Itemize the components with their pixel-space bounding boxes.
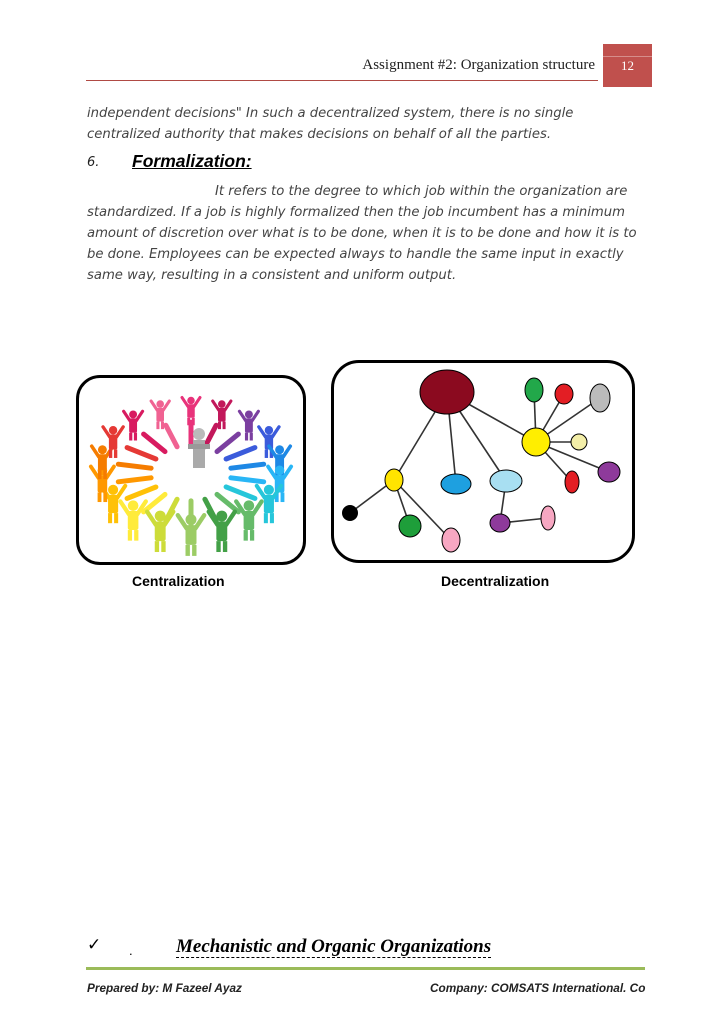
header-title: Assignment #2: Organization structure (362, 57, 595, 73)
section-title: Formalization: (132, 151, 252, 171)
person-figure-icon (103, 426, 123, 458)
person-figure-icon (236, 500, 261, 540)
header-rule (86, 80, 598, 81)
page-number-badge (601, 44, 652, 87)
page-number: 12 (621, 57, 634, 73)
section-number: 6. (87, 155, 100, 170)
arrow-icon (118, 464, 151, 468)
person-figure-icon (259, 426, 279, 458)
arrow-icon (231, 464, 264, 468)
person-figure-icon (239, 410, 258, 440)
mechanistic-organic-heading: Mechanistic and Organic Organizations (176, 936, 492, 957)
decentralization-image (331, 360, 635, 563)
footer-author: Prepared by: M Fazeel Ayaz (87, 981, 242, 995)
arrow-icon (226, 448, 255, 459)
centralization-caption: Centralization (132, 573, 225, 589)
decentralization-network (334, 363, 632, 560)
centralization-illustration (79, 378, 303, 562)
check-icon: ✓ (87, 935, 102, 955)
arrow-icon (226, 487, 255, 499)
arrow-icon (217, 434, 238, 452)
footer-rule (86, 967, 645, 970)
arrow-icon (144, 434, 165, 452)
person-figure-icon (178, 514, 204, 556)
paragraph-formalization (87, 181, 647, 286)
decentralization-caption: Decentralization (441, 573, 550, 589)
person-figure-icon (147, 511, 173, 552)
bullet-dot: . (129, 943, 133, 958)
person-figure-icon (124, 410, 143, 440)
arrow-icon (231, 478, 264, 482)
paragraph-decentralization: independent decisions" In such a decentralized system, there is no single centralized authority that makes decisions on behalf of all the parties. (87, 106, 574, 142)
arrow-icon (205, 425, 216, 447)
footer-company: Company: COMSATS International. Co (430, 981, 646, 995)
person-figure-icon (120, 500, 145, 540)
centralization-image (76, 375, 306, 565)
arrow-icon (127, 448, 156, 459)
arrow-icon (127, 487, 156, 498)
paragraph-formalization-text: It refers to the degree to which job within the organization are standardized. If a job is highly formalized then the job incumbent has a minimum amount of discretion over what is to be done, when it is to be done and how it is to be done. Employees can be expected always to handle the same input in exactly same way, resulting in a consistent and uniform output. (87, 184, 637, 283)
arrow-icon (166, 425, 177, 447)
arrow-icon (118, 478, 151, 482)
person-figure-icon (209, 511, 235, 552)
